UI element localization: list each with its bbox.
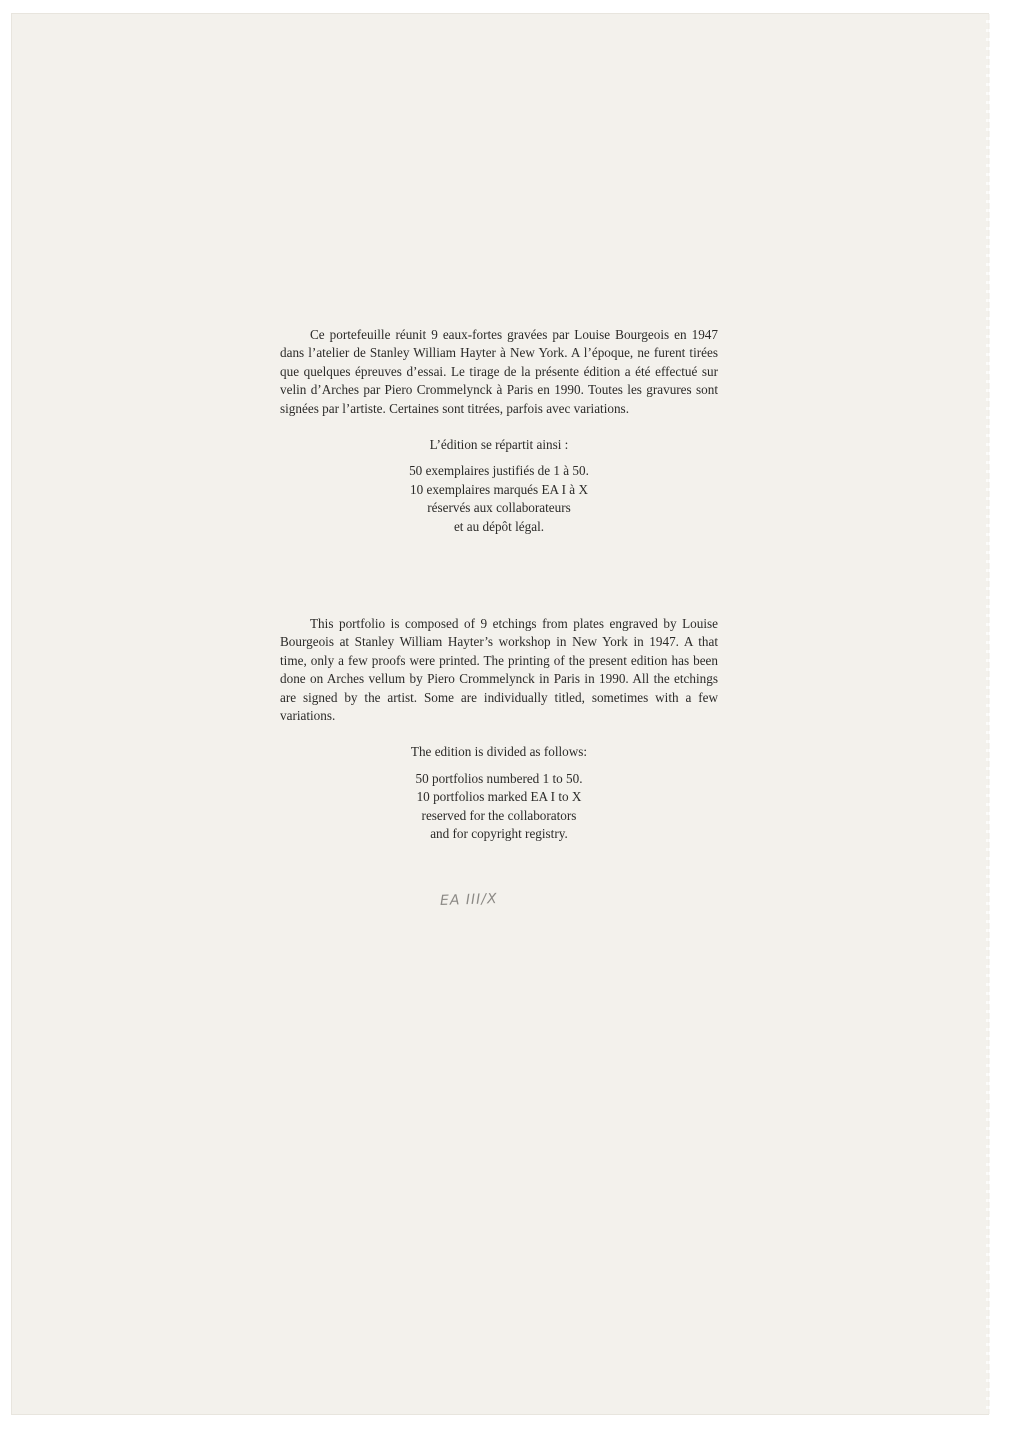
english-edition-line: reserved for the collaborators: [421, 807, 577, 823]
french-text-block: [280, 326, 718, 536]
french-edition-line: et au dépôt légal.: [453, 518, 545, 534]
french-edition-heading: L’édition se répartit ainsi :: [429, 437, 569, 453]
english-edition-line: 50 portfolios numbered 1 to 50.: [415, 770, 583, 786]
english-text-block: [280, 615, 718, 843]
french-edition-list: [280, 462, 718, 536]
english-edition-line: 10 portfolios marked EA I to X: [416, 789, 582, 805]
paper-sheet: [12, 14, 988, 1414]
english-paragraph: This portfolio is composed of 9 etchings from plates engraved by Louise Bourgeois at Stanley William Hayter’s workshop in New York in 1947. A that time, only a few proofs were printed. The printing of the present edition has been done on Arches vellum by Piero Crommelynck in Paris in 1990. All the etchings are signed by the artist. Some are individually titled, sometimes with a few variations.: [280, 616, 718, 724]
english-edition-heading: The edition is divided as follows:: [410, 744, 588, 760]
edition-mark-signature: EA III/X: [439, 891, 498, 909]
french-edition-line: 10 exemplaires marqués EA I à X: [410, 481, 588, 497]
french-paragraph: Ce portefeuille réunit 9 eaux-fortes gravées par Louise Bourgeois en 1947 dans l’atelier de Stanley William Hayter à New York. A l’époque, ne furent tirées que quelques épreuves d’essai. Le tirage de la présente édition a été effectué sur velin d’Arches par Piero Crommelynck à Paris en 1990. Toutes les gravures sont signées par l’artiste. Certaines sont titrées, parfois avec variations.: [280, 327, 718, 416]
french-edition-line: 50 exemplaires justifiés de 1 à 50.: [409, 463, 589, 479]
french-edition-line: réservés aux collaborateurs: [427, 500, 571, 516]
english-edition-list: [280, 770, 718, 844]
english-edition-line: and for copyright registry.: [430, 826, 568, 842]
